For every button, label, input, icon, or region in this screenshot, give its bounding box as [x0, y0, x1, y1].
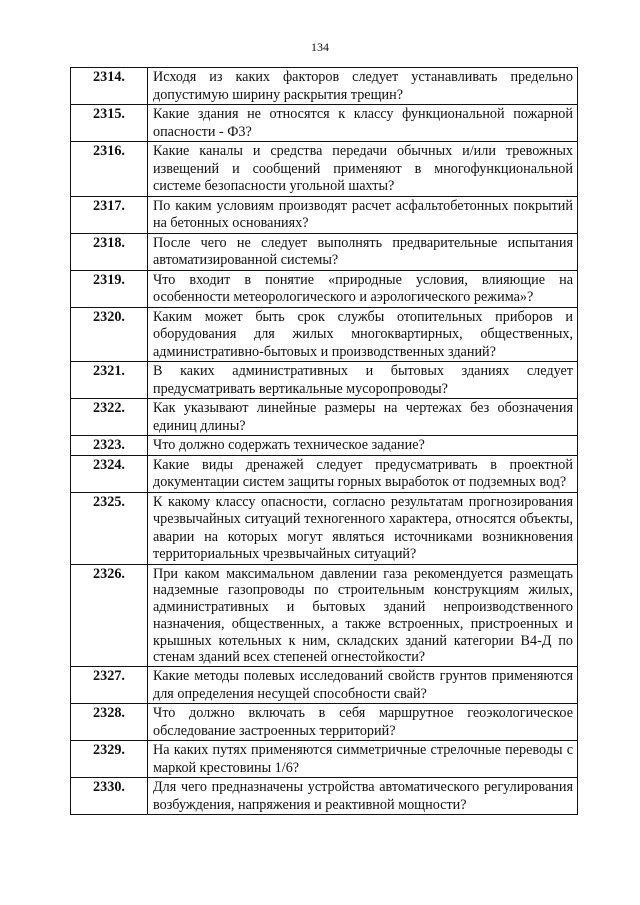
question-text: Какие виды дренажей следует предусматривать в проектной документации систем защиты горных выработок от подземных вод?	[148, 455, 578, 492]
question-number: 2318.	[71, 233, 148, 270]
table-row	[71, 455, 578, 492]
table-row	[71, 270, 578, 307]
table-row	[71, 362, 578, 399]
table-row	[71, 564, 578, 667]
question-text: В каких административных и бытовых зданиях следует предусматривать вертикальные мусоропроводы?	[148, 362, 578, 399]
questions-table	[70, 67, 578, 815]
question-number: 2320.	[71, 307, 148, 362]
question-text: Как указывают линейные размеры на чертежах без обозначения единиц длины?	[148, 399, 578, 436]
question-number: 2325.	[71, 492, 148, 564]
question-number: 2321.	[71, 362, 148, 399]
question-number: 2323.	[71, 436, 148, 456]
question-number: 2322.	[71, 399, 148, 436]
question-number: 2330.	[71, 778, 148, 815]
question-number: 2328.	[71, 704, 148, 741]
question-number: 2319.	[71, 270, 148, 307]
question-text: Для чего предназначены устройства автоматического регулирования возбуждения, напряжения и реактивной мощности?	[148, 778, 578, 815]
question-text: Какие каналы и средства передачи обычных и/или тревожных извещений и сообщений применяют в многофункциональной системе безопасности угольной шахты?	[148, 142, 578, 197]
table-row	[71, 741, 578, 778]
table-row	[71, 196, 578, 233]
question-number: 2316.	[71, 142, 148, 197]
table-row	[71, 142, 578, 197]
question-text: По каким условиям производят расчет асфальтобетонных покрытий на бетонных основаниях?	[148, 196, 578, 233]
question-text: Что входит в понятие «природные условия, влияющие на особенности метеорологического и аэрологического режима»?	[148, 270, 578, 307]
page-number: 134	[311, 40, 329, 54]
question-text: Каким может быть срок службы отопительных приборов и оборудования для жилых многоквартирных, общественных, административно-бытовых и производственных зданий?	[148, 307, 578, 362]
question-number: 2324.	[71, 455, 148, 492]
question-text: На каких путях применяются симметричные стрелочные переводы с маркой крестовины 1/6?	[148, 741, 578, 778]
table-row	[71, 399, 578, 436]
table-row	[71, 778, 578, 815]
table-row	[71, 233, 578, 270]
question-text: Какие методы полевых исследований свойств грунтов применяются для определения несущей способности свай?	[148, 667, 578, 704]
question-text: Что должно содержать техническое задание?	[148, 436, 578, 456]
question-text: Исходя из каких факторов следует устанавливать предельно допустимую ширину раскрытия трещин?	[148, 68, 578, 105]
table-row	[71, 492, 578, 564]
question-text: При каком максимальном давлении газа рекомендуется размещать надземные газопроводы по строительным конструкциям жилых, административных и бытовых зданий непроизводственного назначения, общественных, а также встроенных, пристроенных и крышных котельных к ним, складских зданий категории В4-Д по стенам зданий всех степеней огнестойкости?	[148, 564, 578, 667]
question-number: 2326.	[71, 564, 148, 667]
question-number: 2327.	[71, 667, 148, 704]
question-number: 2314.	[71, 68, 148, 105]
table-row	[71, 436, 578, 456]
table-row	[71, 307, 578, 362]
table-row	[71, 68, 578, 105]
question-number: 2317.	[71, 196, 148, 233]
question-number: 2315.	[71, 105, 148, 142]
question-text: Какие здания не относятся к классу функциональной пожарной опасности - Ф3?	[148, 105, 578, 142]
table-row	[71, 704, 578, 741]
table-row	[71, 105, 578, 142]
question-text: К какому классу опасности, согласно результатам прогнозирования чрезвычайных ситуаций техногенного характера, относятся объекты, аварии на которых могут являться источниками возникновения территориальных чрезвычайных ситуаций?	[148, 492, 578, 564]
table-row	[71, 667, 578, 704]
question-number: 2329.	[71, 741, 148, 778]
question-text: Что должно включать в себя маршрутное геоэкологическое обследование застроенных территорий?	[148, 704, 578, 741]
question-text: После чего не следует выполнять предварительные испытания автоматизированной системы?	[148, 233, 578, 270]
